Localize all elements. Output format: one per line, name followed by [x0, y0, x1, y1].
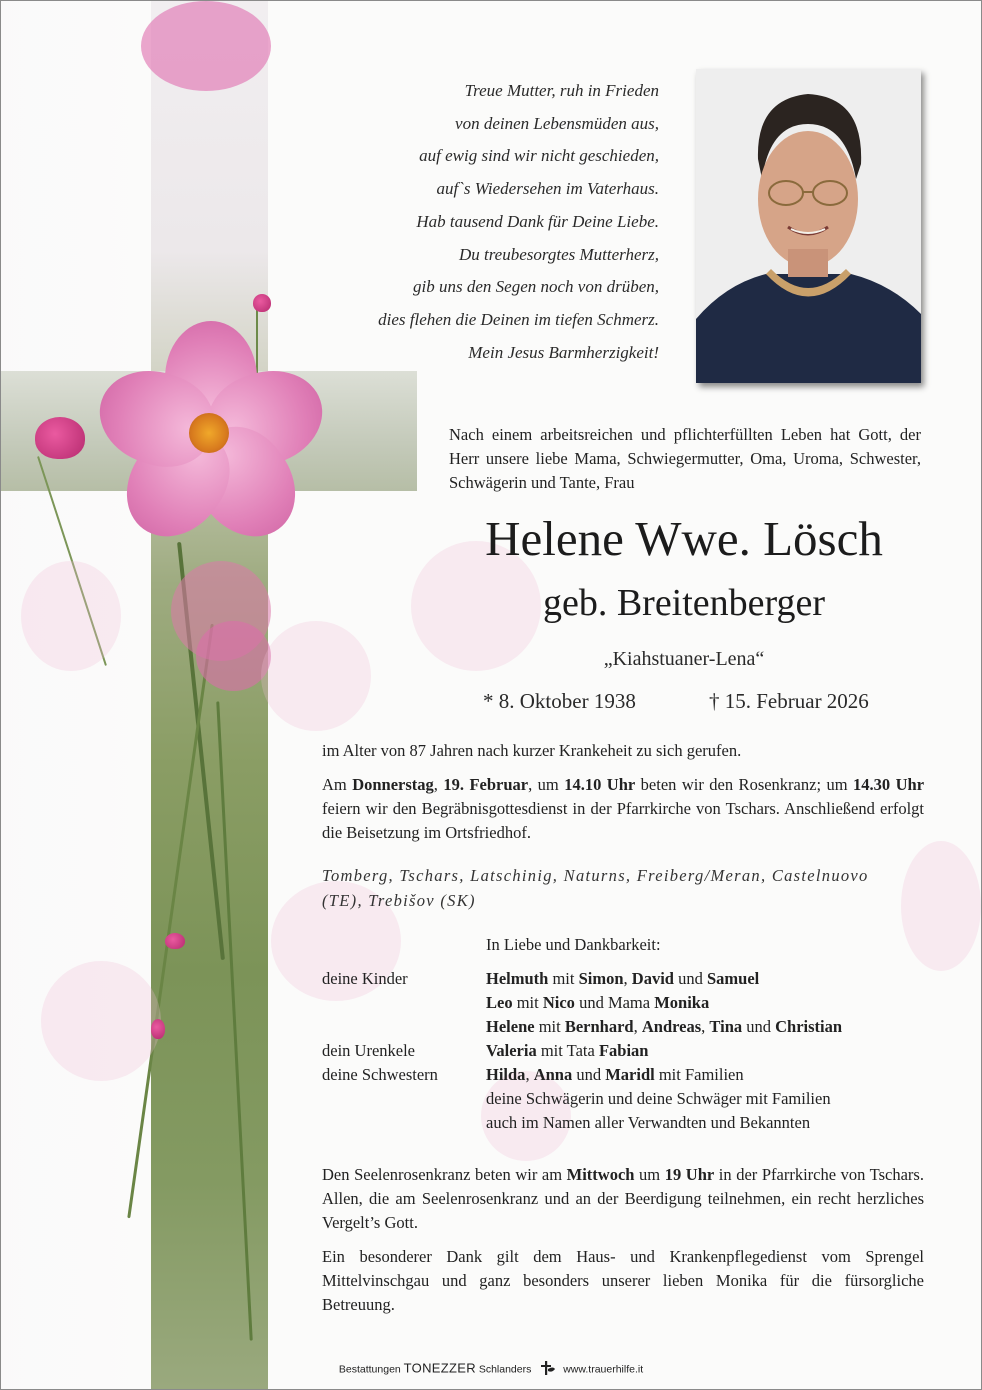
family-row [486, 967, 759, 991]
death-date: † 15. Februar 2026 [709, 689, 869, 713]
text: in der Pfarrkirche von Tschars. Allen, die am Seelenrosenkranz und an der Beerdigung teilnehmen, ein recht herzliches Vergelt’s Gott. [322, 1165, 924, 1232]
portrait-photo [696, 69, 921, 383]
date: 19. Februar [443, 775, 529, 794]
text: mit [548, 969, 579, 988]
person-name: Tina [709, 1017, 743, 1036]
text: und [673, 969, 707, 988]
text: , [525, 1065, 534, 1084]
text: , [701, 1017, 710, 1036]
footer-prefix: Bestattungen [338, 1363, 401, 1376]
nickname: „Kiahstuaner-Lena“ [603, 648, 765, 670]
person-name: Christian [775, 1017, 843, 1036]
weekday: Donnerstag [352, 775, 434, 794]
poem-line: von deinen Lebensmüden aus, [455, 113, 659, 133]
text: mit Tata [536, 1041, 599, 1060]
footer-brand: TONEZZER [403, 1360, 476, 1376]
poem-line: dies flehen die Deinen im tiefen Schmerz. [378, 309, 659, 329]
text: mit Familien [654, 1065, 744, 1084]
footer-url[interactable]: www.trauerhilfe.it [563, 1363, 644, 1376]
gratitude-heading: In Liebe und Dankbarkeit: [486, 935, 661, 954]
text: und Mama [574, 993, 655, 1012]
person-name: Anna [533, 1065, 573, 1084]
thanks-paragraph: Ein besonderer Dank gilt dem Haus- und Krankenpflegedienst vom Sprengel Mittelvinschgau und ganz besonders unserer lieben Monika für die fürsorgliche Betreuung. [322, 1247, 924, 1314]
person-name: Helene [486, 1017, 535, 1036]
text: und [572, 1065, 606, 1084]
poem-line: Mein Jesus Barmherzigkeit! [468, 342, 659, 362]
text: , um [528, 775, 565, 794]
children-label: deine Kinder [322, 969, 408, 988]
text: um [634, 1165, 665, 1184]
text: , [623, 969, 632, 988]
cosmos-flower [91, 321, 331, 551]
rosary-paragraph [322, 1163, 924, 1235]
time: 19 Uhr [664, 1165, 715, 1184]
poem-line: Hab tausend Dank für Deine Liebe. [416, 211, 659, 231]
text: und [742, 1017, 776, 1036]
text: feiern wir den Begräbnisgottesdienst in der Pfarrkirche von Tschars. Anschließend erfolgt die Beisetzung im Ortsfriedhof. [322, 799, 924, 842]
person-name: Bernhard [564, 1017, 634, 1036]
memorial-poem [301, 75, 659, 369]
places-list: Tomberg, Tschars, Latschinig, Naturns, Freiberg/Meran, Castelnuovo (TE), Trebišov (SK) [322, 866, 869, 910]
text: , [633, 1017, 642, 1036]
person-name: Helmuth [486, 969, 549, 988]
person-name: Valeria [486, 1041, 537, 1060]
deceased-name: Helene Wwe. Lösch [485, 511, 883, 566]
person-name: David [631, 969, 674, 988]
family-row [486, 1063, 744, 1087]
person-name: Nico [542, 993, 575, 1012]
text: beten wir den Rosenkranz; um [635, 775, 854, 794]
poem-line: auf`s Wiedersehen im Vaterhaus. [436, 179, 659, 199]
intro-text: Nach einem arbeitsreichen und pflichterfüllten Leben hat Gott, der Herr unsere liebe Mama, Schwiegermutter, Oma, Uroma, Schwester, Schwägerin und Tante, Frau [449, 425, 921, 492]
poem-line: gib uns den Segen noch von drüben, [413, 277, 659, 297]
text: Den Seelenrosenkranz beten wir am [322, 1165, 567, 1184]
person-name: Fabian [598, 1041, 649, 1060]
person-name: Leo [486, 993, 513, 1012]
person-name: Simon [578, 969, 624, 988]
text: mit [512, 993, 543, 1012]
family-row: deine Schwägerin und deine Schwäger mit Familien [486, 1089, 831, 1108]
family-row: auch im Namen aller Verwandten und Bekannten [486, 1113, 811, 1132]
poem-line: Treue Mutter, ruh in Frieden [464, 81, 659, 100]
person-name: Andreas [641, 1017, 702, 1036]
person-name: Samuel [706, 969, 760, 988]
text: mit [534, 1017, 565, 1036]
person-name: Hilda [486, 1065, 526, 1084]
poem-line: auf ewig sind wir nicht geschieden, [419, 146, 659, 166]
person-name: Maridl [605, 1065, 655, 1084]
great-grandchild-label: dein Urenkele [322, 1041, 415, 1060]
footer [1, 1360, 981, 1379]
text: , [433, 775, 444, 794]
mass-time: 14.30 Uhr [853, 775, 925, 794]
cross-vertical-bar [151, 1, 268, 1389]
cross-dove-icon [538, 1360, 556, 1379]
sisters-label: deine Schwestern [322, 1065, 438, 1084]
family-row [486, 1015, 842, 1039]
birth-date: * 8. Oktober 1938 [483, 689, 636, 713]
footer-town: Schlanders [478, 1363, 532, 1376]
rosary-time: 14.10 Uhr [564, 775, 636, 794]
background-fade [1, 1, 151, 1389]
age-line: im Alter von 87 Jahren nach kurzer Krankeheit zu sich gerufen. [322, 741, 742, 760]
funeral-paragraph [322, 773, 924, 845]
poem-line: Du treubesorgtes Mutterherz, [458, 244, 659, 264]
person-name: Monika [654, 993, 710, 1012]
family-row [486, 1039, 649, 1063]
weekday: Mittwoch [566, 1165, 635, 1184]
family-row [486, 991, 709, 1015]
maiden-name: geb. Breitenberger [542, 582, 826, 624]
text: Am [322, 775, 353, 794]
